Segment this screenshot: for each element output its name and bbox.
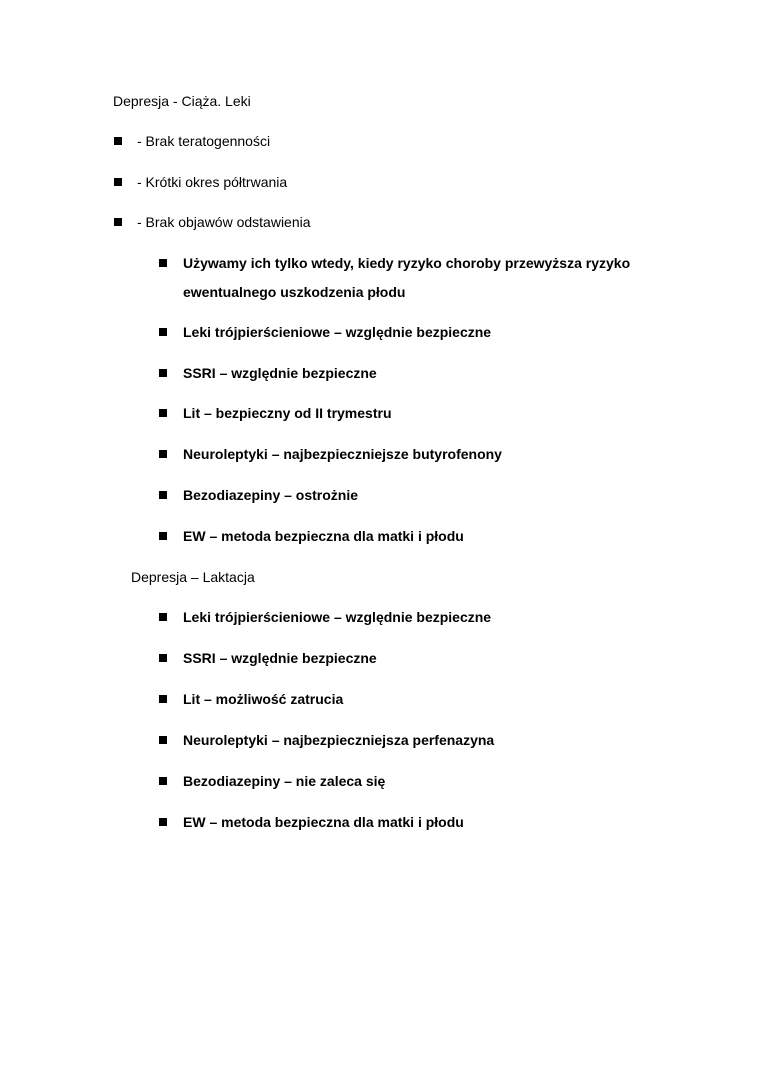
square-bullet-icon — [159, 409, 167, 417]
square-bullet-icon — [159, 369, 167, 377]
square-bullet-icon — [159, 818, 167, 826]
square-bullet-icon — [159, 328, 167, 336]
list-item: Neuroleptyki – najbezpieczniejsze butyrofenony — [183, 446, 502, 462]
square-bullet-icon — [114, 178, 122, 186]
square-bullet-icon — [159, 736, 167, 744]
list-item: Bezodiazepiny – ostrożnie — [183, 487, 359, 503]
list-item: Leki trójpierścieniowe – względnie bezpieczne — [183, 609, 492, 625]
list-item: Neuroleptyki – najbezpieczniejsza perfenazyna — [183, 732, 495, 748]
square-bullet-icon — [159, 450, 167, 458]
list-item: SSRI – względnie bezpieczne — [183, 650, 377, 666]
square-bullet-icon — [114, 137, 122, 145]
square-bullet-icon — [159, 654, 167, 662]
square-bullet-icon — [159, 259, 167, 267]
square-bullet-icon — [159, 491, 167, 499]
list-item: - Brak teratogenności — [137, 133, 271, 149]
list-item: - Brak objawów odstawienia — [137, 214, 311, 230]
list-item: Leki trójpierścieniowe – względnie bezpieczne — [183, 324, 492, 340]
section-title-pregnancy: Depresja - Ciąża. Leki — [113, 93, 251, 109]
square-bullet-icon — [159, 613, 167, 621]
list-item: Używamy ich tylko wtedy, kiedy ryzyko choroby przewyższa ryzyko — [183, 255, 631, 271]
list-item: Lit – możliwość zatrucia — [183, 691, 344, 707]
section-title-lactation: Depresja – Laktacja — [131, 569, 255, 585]
list-item: - Krótki okres półtrwania — [137, 174, 288, 190]
square-bullet-icon — [159, 695, 167, 703]
list-item: Bezodiazepiny – nie zaleca się — [183, 773, 386, 789]
list-item: Lit – bezpieczny od II trymestru — [183, 405, 392, 421]
list-item-continuation: ewentualnego uszkodzenia płodu — [183, 284, 406, 300]
square-bullet-icon — [114, 218, 122, 226]
list-item: EW – metoda bezpieczna dla matki i płodu — [183, 814, 464, 830]
list-item: SSRI – względnie bezpieczne — [183, 365, 377, 381]
square-bullet-icon — [159, 777, 167, 785]
list-item: EW – metoda bezpieczna dla matki i płodu — [183, 528, 464, 544]
square-bullet-icon — [159, 532, 167, 540]
